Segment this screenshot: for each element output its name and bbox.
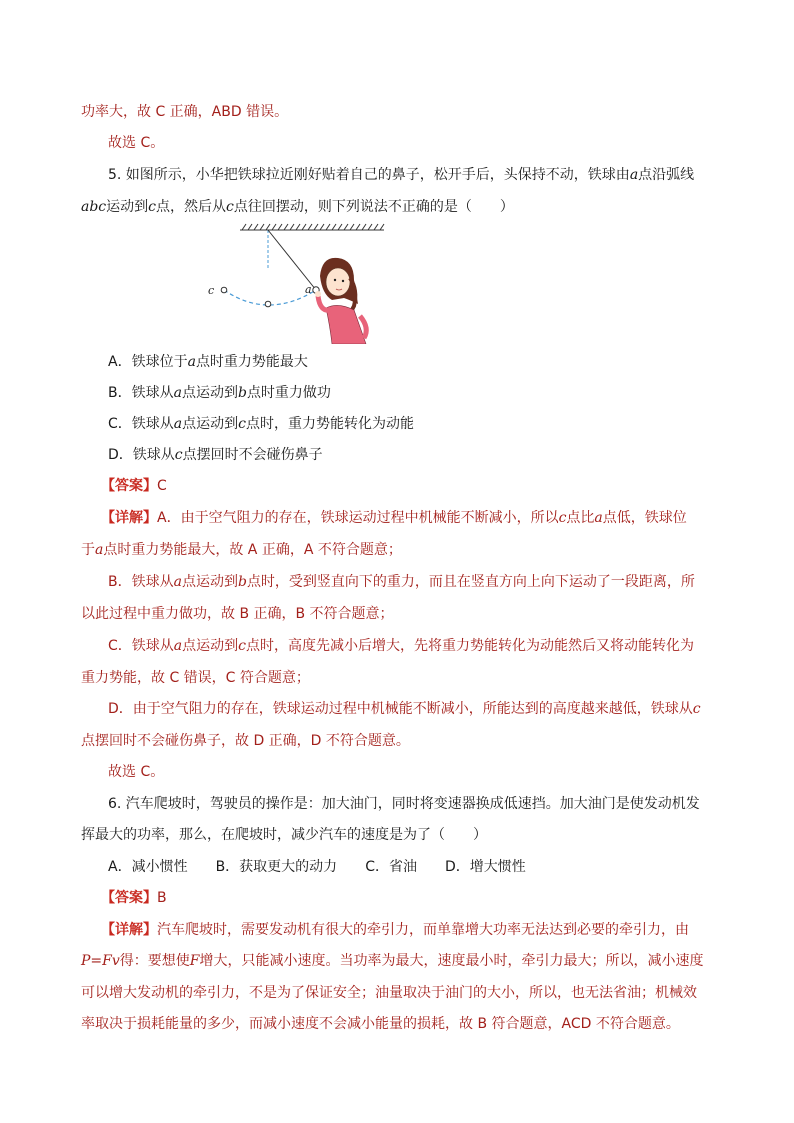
q5-detail-line-8: 点摆回时不会碰伤鼻子，故 D 正确，D 不符合题意。 [81,733,410,749]
q6-option-c: C．省油 [365,859,417,875]
girl-illustration [315,258,366,344]
q5-stem-line-1: 5. 如图所示，小华把铁球拉近刚好贴着自己的鼻子，松开手后，头保持不动，铁球由a点沿弧线 [108,167,695,183]
pendulum-figure [204,220,388,344]
q6-detail-line-2: P=Fv得：要想使F增大，只能减小速度。当功率为最大，速度最小时，牵引力最大；所以，减小速度 [81,953,704,969]
ceiling-hatch [240,224,384,230]
q6-detail-line-3: 可以增大发动机的牵引力，不是为了保证安全；油量取决于油门的大小，所以，也无法省油；机械效 [81,985,697,1001]
q5-detail-line-4: 以此过程中重力做功，故 B 正确，B 不符合题意； [81,606,394,622]
q5-option-d: D．铁球从c点摆回时不会碰伤鼻子 [108,447,323,463]
prev-choose-line: 故选 C。 [108,135,165,151]
pendulum-string [268,230,316,290]
q5-detail-line-2: 于a点时重力势能最大，故 A 正确，A 不符合题意； [81,542,402,558]
label-c: c [208,284,215,297]
q5-answer: 【答案】C [101,478,167,494]
q6-option-a: A．减小惯性 [108,859,188,875]
q5-option-c: C．铁球从a点运动到c点时，重力势能转化为动能 [108,416,414,432]
q6-options [108,857,526,877]
q6-detail-line-1: 【详解】汽车爬坡时，需要发动机有很大的牵引力，而单靠增大功率无法达到必要的牵引力，由 [101,922,689,938]
q5-detail-line-1: 【详解】A．由于空气阻力的存在，铁球运动过程中机械能不断减小，所以c点比a点低，铁球位 [101,510,687,526]
ball-b [265,301,271,307]
prev-detail-line: 功率大，故 C 正确，ABD 错误。 [81,104,289,120]
q6-answer: 【答案】B [101,890,167,906]
q5-stem-line-2: abc运动到c点，然后从c点往回摆动，则下列说法不正确的是（ ） [81,199,514,215]
q5-option-b: B．铁球从a点运动到b点时重力做功 [108,385,331,401]
q6-detail-line-4: 率取决于损耗能量的多少，而减小速度不会减小能量的损耗，故 B 符合题意，ACD 不符合题意。 [81,1016,680,1032]
q6-option-d: D．增大惯性 [444,859,526,875]
ball-c [221,287,227,293]
q5-choose-line: 故选 C。 [108,764,165,780]
q6-stem-line-2: 挥最大的功率，那么，在爬坡时，减少汽车的速度是为了（ ） [81,827,487,843]
q6-option-b: B．获取更大的动力 [215,859,338,875]
q6-stem-line-1: 6. 汽车爬坡时，驾驶员的操作是：加大油门，同时将变速器换成低速挡。加大油门是使发动机发 [108,796,700,812]
q5-detail-line-6: 重力势能，故 C 错误，C 符合题意； [81,670,310,686]
q5-detail-line-5: C．铁球从a点运动到c点时，高度先减小后增大，先将重力势能转化为动能然后又将动能转化为 [108,638,694,654]
q5-option-a: A．铁球位于a点时重力势能最大 [108,354,308,370]
label-a: a [305,283,312,296]
q5-detail-line-3: B．铁球从a点运动到b点时，受到竖直向下的重力，而且在竖直方向上向下运动了一段距离，所 [108,574,695,590]
q5-detail-line-7: D．由于空气阻力的存在，铁球运动过程中机械能不断减小，所能达到的高度越来越低，铁球从c [108,701,701,717]
